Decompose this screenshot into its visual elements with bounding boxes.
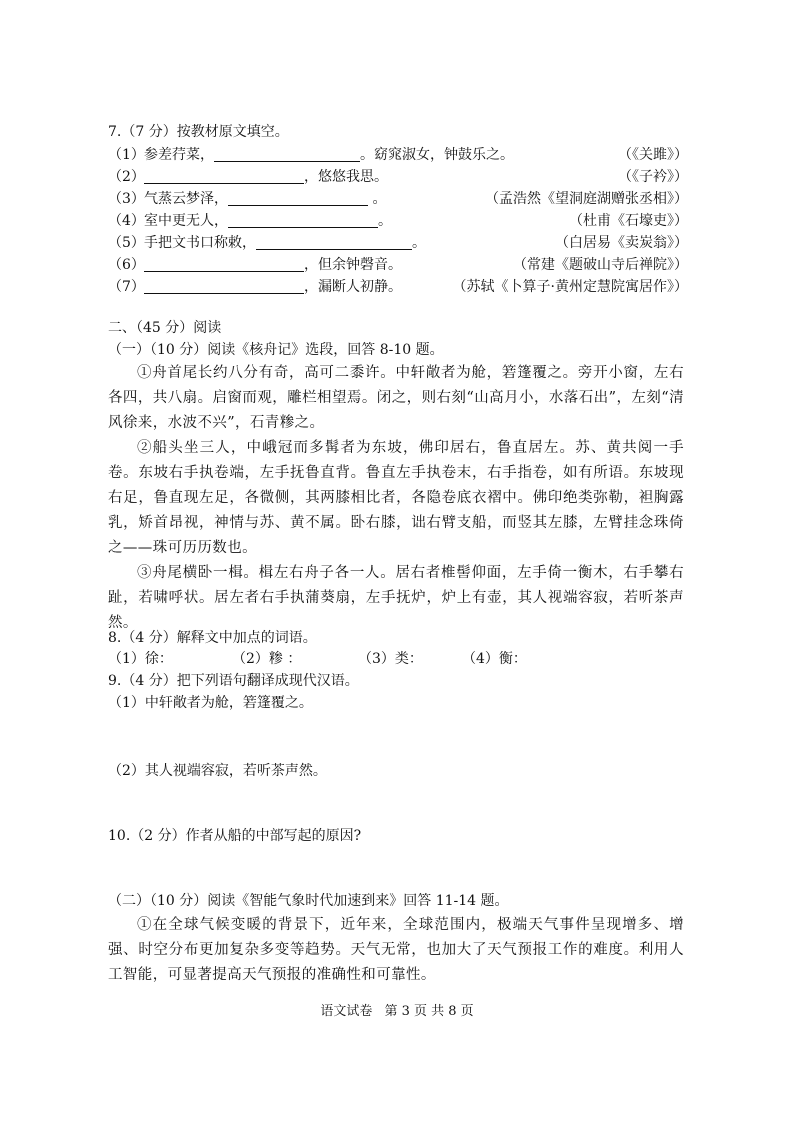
page-footer: [0, 1000, 794, 1019]
q7-item-num: （2）: [108, 169, 145, 185]
q7-item-4: [108, 210, 688, 232]
q7-item-6: [108, 254, 688, 276]
fill-blank[interactable]: [228, 189, 368, 206]
part1-title: （一）（10 分）阅读《核舟记》选段，回答 8-10 题。: [108, 342, 444, 358]
fill-blank[interactable]: [144, 167, 304, 184]
q7-item-num: （3）: [108, 191, 145, 207]
q7-item-source: （杜甫《石壕吏》）: [569, 213, 688, 229]
q7-item-2: [108, 166, 688, 188]
section2-title: 二、（45 分）阅读: [108, 320, 222, 336]
q8-title: 8.（4 分）解释文中加点的词语。: [108, 630, 317, 646]
q8-item: （4）衡：: [462, 651, 527, 667]
q7-item-source: （苏轼《卜算子·黄州定慧院寓居作》）: [452, 279, 688, 295]
passage-paragraph-2: ②船头坐三人，中峨冠而多髯者为东坡，佛印居右，鲁直居左。苏、黄共阅一手卷。东坡右手执卷端，左手抚鲁直背。鲁直左手执卷末，右手指卷，如有所语。东坡现右足，鲁直现左足，各微侧，其两膝相比者，各隐卷底衣褶中。佛印绝类弥勒，袒胸露乳，矫首昂视，神情与苏、黄不属。卧右膝，诎右臂支船，而竖其左膝，左臂挂念珠倚之——珠可历历数也。: [108, 440, 684, 556]
fill-blank[interactable]: [214, 145, 360, 162]
q7-item-post: ，漏断人初静。: [304, 279, 402, 295]
q7-item-post: ，悠悠我思。: [304, 169, 388, 185]
q7-item-post: 。窈窕淑女，钟鼓乐之。: [360, 147, 514, 163]
q8-item: （1）徐：: [108, 651, 173, 667]
q7-item-source: （白居易《卖炭翁》）: [555, 235, 688, 251]
fill-blank[interactable]: [144, 255, 304, 272]
fill-blank[interactable]: [144, 277, 304, 294]
q7-item-source: （《关雎》）: [618, 147, 688, 163]
q7-item-source: （《子衿》）: [618, 169, 688, 185]
passage-paragraph-1: ①舟首尾长约八分有奇，高可二黍许。中轩敞者为舱，箬篷覆之。旁开小窗，左右各四，共八扇。启窗而观，雕栏相望焉。闭之，则右刻“山高月小，水落石出”，左刻“清风徐来，水波不兴”，石青糁之。: [108, 365, 684, 431]
q7-item-1: [108, 144, 688, 166]
q7-item-pre: 手把文书口称敕，: [144, 235, 256, 251]
q7-item-post: 。: [378, 213, 392, 229]
q7-item-7: [108, 276, 688, 298]
passage-1: [108, 361, 684, 636]
q7-item-post: 。: [368, 191, 387, 207]
passage-2: [108, 913, 684, 988]
q8-item: （2）糁 ：: [232, 651, 302, 667]
q7-item-pre: 参差荇菜，: [144, 147, 214, 163]
q9-item-1: （1）中轩敞者为舱，箬篷覆之。: [108, 695, 313, 711]
q7-item-pre: 室中更无人，: [144, 213, 228, 229]
q7-item-num: （4）: [108, 213, 145, 229]
q7-item-post: ，但余钟磬音。: [304, 257, 402, 273]
footer-page-number: 第 3 页 共 8 页: [384, 1004, 474, 1019]
q7-item-num: （1）: [108, 147, 145, 163]
q7-item-5: [108, 232, 688, 254]
footer-subject: 语文试卷: [320, 1004, 373, 1019]
q7-item-source: （常建《题破山寺后禅院》）: [513, 257, 688, 273]
q8-item: （3）类：: [358, 651, 423, 667]
q7-item-num: （6）: [108, 257, 145, 273]
fill-blank[interactable]: [228, 211, 378, 228]
q7-item-source: （孟浩然《望洞庭湖赠张丞相》）: [485, 191, 688, 207]
passage-paragraph-3: ③舟尾横卧一楫。楫左右舟子各一人。居右者椎髻仰面，左手倚一衡木，右手攀右趾，若啸呼状。居左者右手执蒲葵扇，左手抚炉，炉上有壶，其人视端容寂，若听茶声然。: [108, 565, 684, 631]
fill-blank[interactable]: [256, 233, 412, 250]
q9-title: 9.（4 分）把下列语句翻译成现代汉语。: [108, 673, 359, 689]
part2-title: （二）（10 分）阅读《智能气象时代加速到来》回答 11-14 题。: [108, 893, 509, 909]
q7-item-post: 。: [412, 235, 426, 251]
q7-title: 7.（7 分）按教材原文填空。: [108, 124, 289, 140]
q8-items: [108, 649, 527, 669]
q7-item-num: （7）: [108, 279, 145, 295]
passage-2-paragraph-1: ①在全球气候变暖的背景下，近年来，全球范围内，极端天气事件呈现增多、增强、时空分布更加复杂多变等趋势。天气无常，也加大了天气预报工作的难度。利用人工智能，可显著提高天气预报的准确性和可靠性。: [108, 917, 684, 983]
q7-item-num: （5）: [108, 235, 145, 251]
q10-title: 10.（2 分）作者从船的中部写起的原因?: [108, 828, 362, 844]
q7-item-3: [108, 188, 688, 210]
q7-item-pre: 气蒸云梦泽，: [144, 191, 228, 207]
q9-item-2: （2）其人视端容寂，若听茶声然。: [108, 763, 327, 779]
